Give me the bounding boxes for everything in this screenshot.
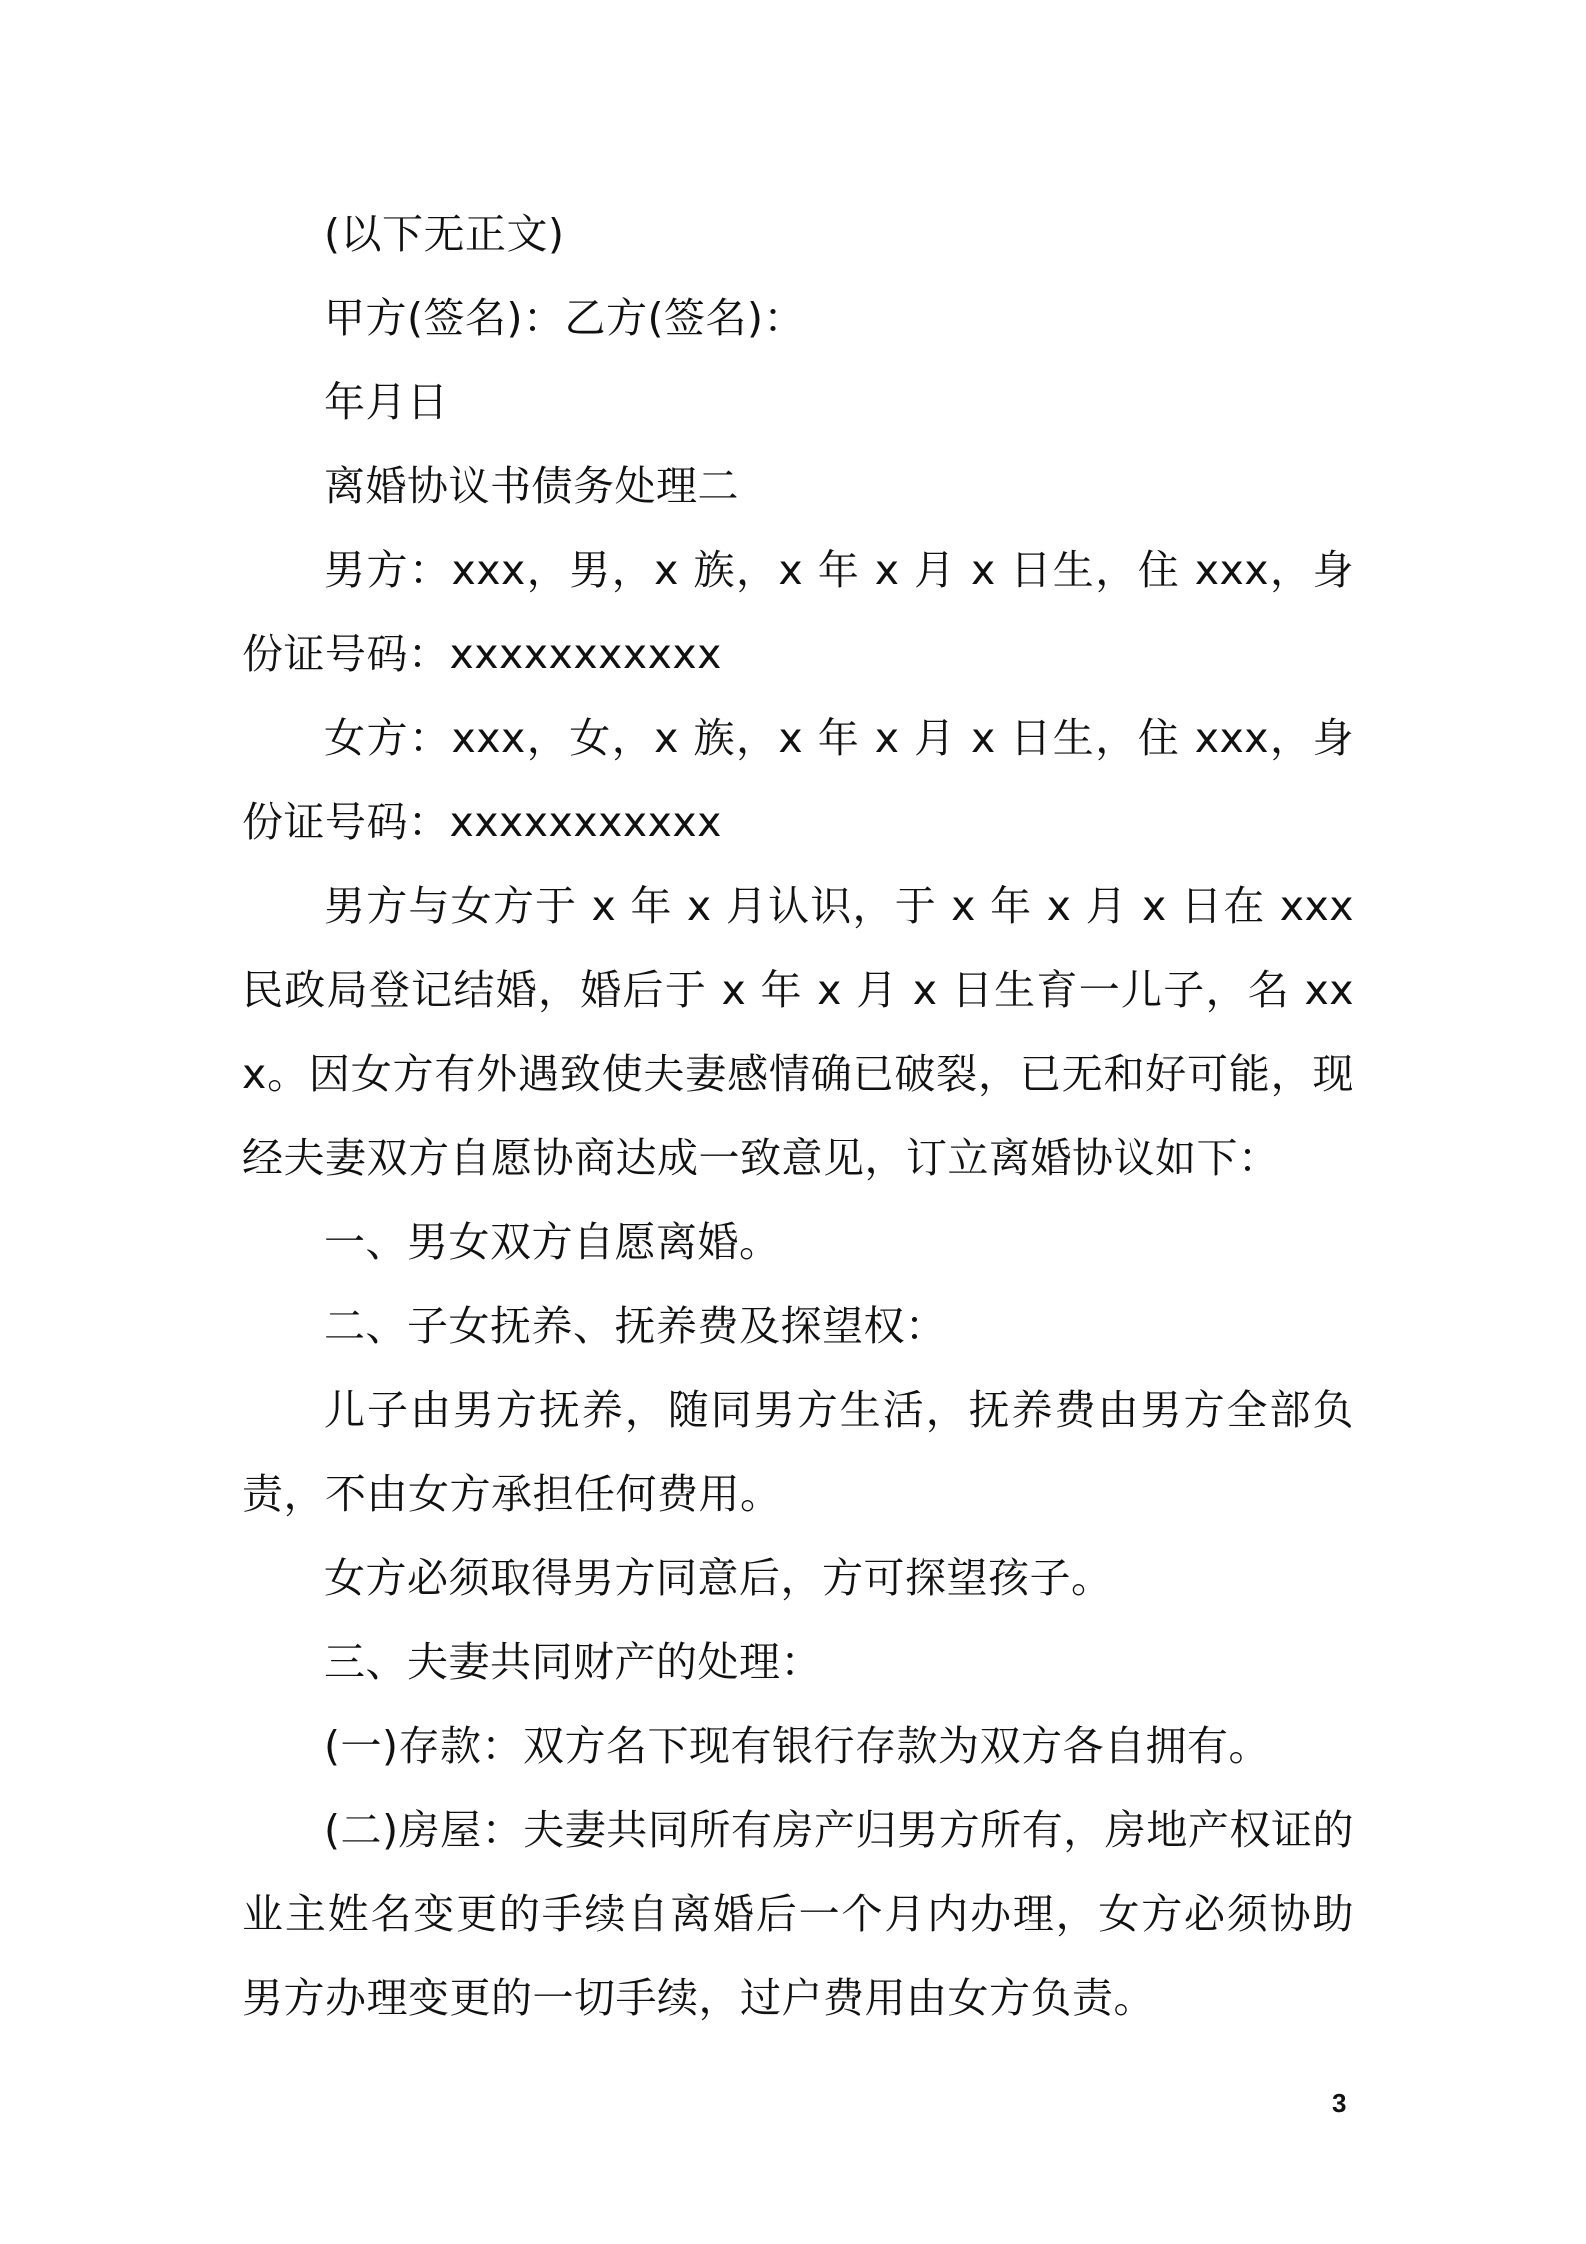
custody-paragraph: 儿子由男方抚养，随同男方生活，抚养费由男方全部负责，不由女方承担任何费用。 (242, 1386, 1354, 1518)
document-body (242, 192, 1354, 2040)
male-party-info: 男方：xxx，男，x 族，x 年 x 月 x 日生，住 xxx，身份证号码：xxxxxxxxxxx (242, 546, 1354, 678)
no-more-text-note: (以下无正文) (324, 210, 565, 258)
visitation-paragraph: 女方必须取得男方同意后，方可探望孩子。 (324, 1554, 1113, 1602)
clause-one: 一、男女双方自愿离婚。 (324, 1218, 781, 1266)
background-paragraph: 男方与女方于 x 年 x 月认识，于 x 年 x 月 x 日在 xxx 民政局登记结婚，婚后于 x 年 x 月 x 日生育一儿子，名 xxx。因女方有外遇致使夫妻感情确已破裂，已无和好可能，现经夫妻双方自愿协商达成一致意见，订立离婚协议如下： (242, 882, 1354, 1182)
deposit-paragraph: (一)存款：双方名下现有银行存款为双方各自拥有。 (324, 1722, 1270, 1770)
signature-line: 甲方(签名)：乙方(签名)： (324, 294, 805, 342)
house-paragraph: (二)房屋：夫妻共同所有房产归男方所有，房地产权证的业主姓名变更的手续自离婚后一个月内办理，女方必须协助男方办理变更的一切手续，过户费用由女方负责。 (242, 1806, 1354, 2022)
section-title: 离婚协议书债务处理二 (324, 462, 739, 510)
female-party-info: 女方：xxx，女，x 族，x 年 x 月 x 日生，住 xxx，身份证号码：xxxxxxxxxxx (242, 714, 1354, 846)
date-line: 年月日 (324, 378, 449, 426)
clause-three-heading: 三、夫妻共同财产的处理： (324, 1638, 822, 1686)
clause-two-heading: 二、子女抚养、抚养费及探望权： (324, 1302, 947, 1350)
page-number: 3 (1332, 2088, 1347, 2118)
